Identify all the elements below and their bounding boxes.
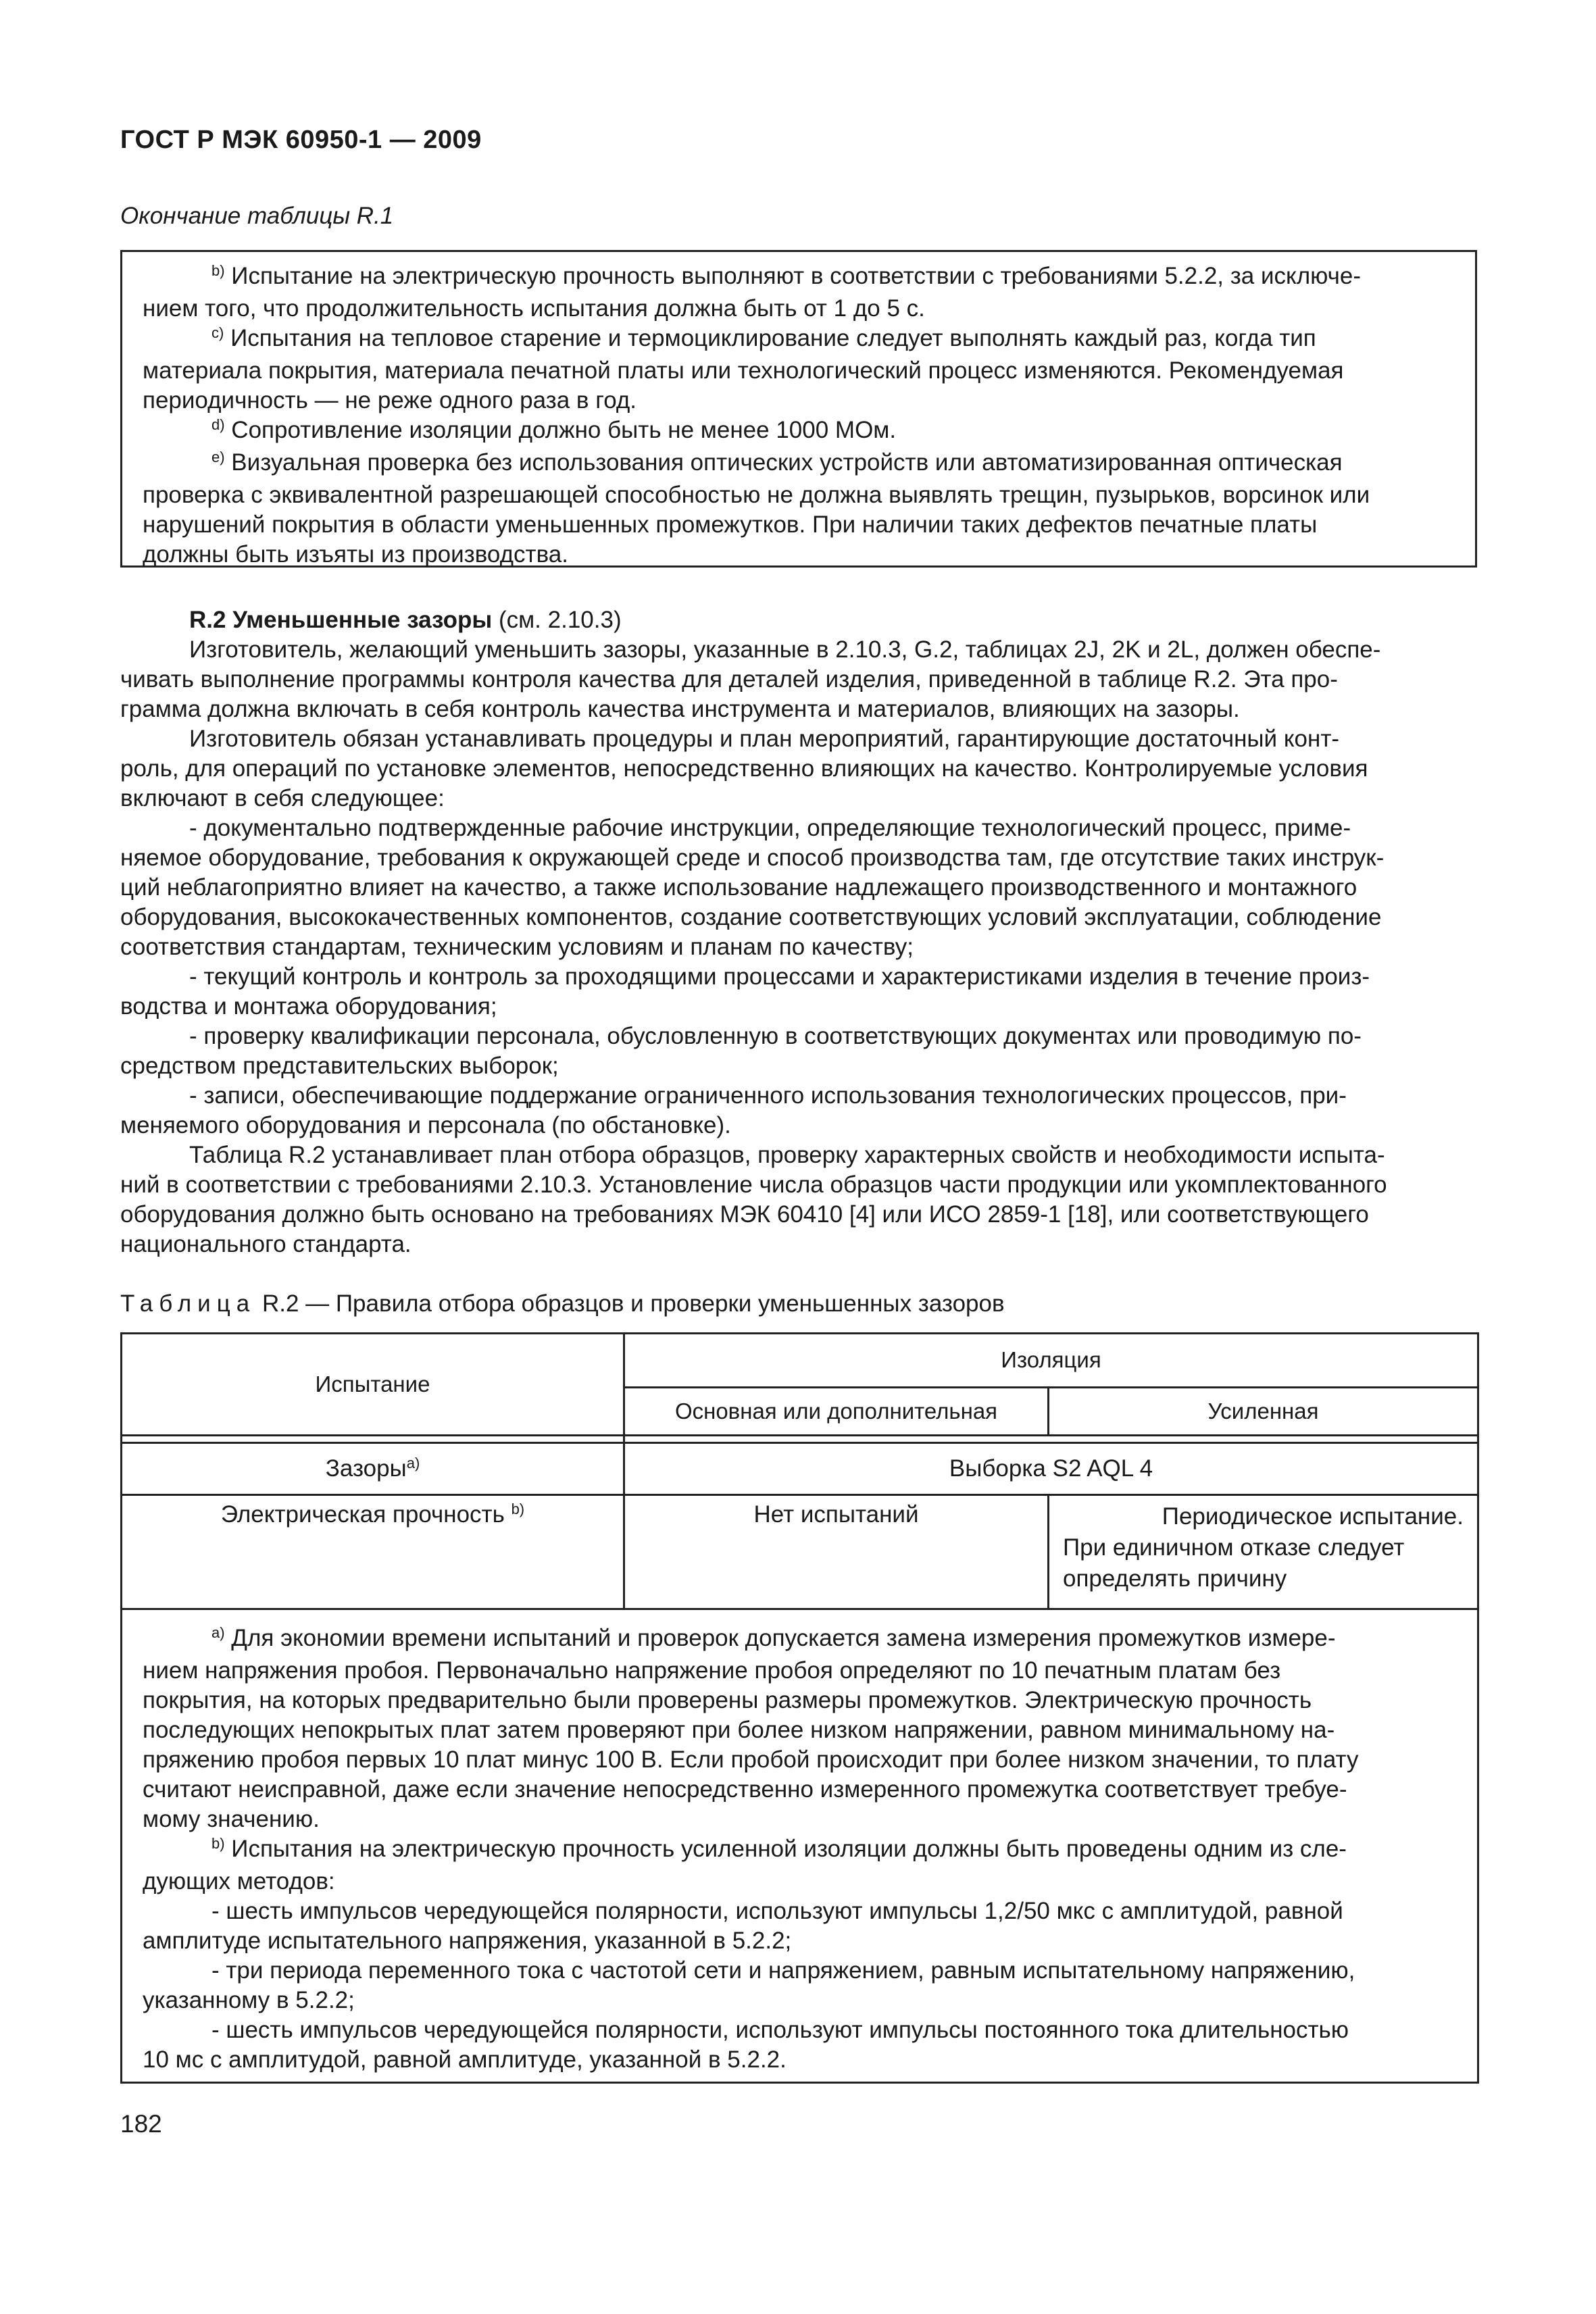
page-header-standard-code: ГОСТ Р МЭК 60950-1 — 2009: [120, 126, 482, 154]
header-reinforced: Усиленная: [1049, 1387, 1478, 1435]
header-insulation: Изоляция: [624, 1334, 1478, 1388]
section-r2: [120, 605, 1477, 1259]
table-row: [122, 1495, 1478, 1609]
table-separator: [122, 1436, 1478, 1443]
table-continuation-label: Окончание таблицы R.1: [120, 203, 394, 229]
paragraph-line: ний в соответствии с требованиями 2.10.3. Установление числа образцов части продукции или укомплектованного: [120, 1172, 1387, 1198]
footnote-marker: c): [211, 324, 224, 341]
footnote-line: покрытия, на которых предварительно были проверены размеры промежутков. Электрическую прочность: [143, 1687, 1312, 1713]
table-r2-caption: Таблица R.2 — Правила отбора образцов и проверки уменьшенных зазоров: [120, 1290, 1005, 1317]
paragraph-line: национального стандарта.: [120, 1231, 412, 1257]
note-line: $^{e)}$ Визуальная проверка без использования оптических устройств или автоматизированная оптическая: [211, 449, 1343, 476]
footnote-line: - шесть импульсов чередующейся полярности, используют импульсы 1,2/50 мкс с амплитудой, равной: [211, 1898, 1343, 1924]
cell-sample-merged: Выборка S2 AQL 4: [624, 1443, 1478, 1495]
footnote-line: $^{b)}$ Испытания на электрическую прочность усиленной изоляции должны быть проведены одним из сле-: [211, 1835, 1347, 1862]
paragraph-line: водства и монтажа оборудования;: [120, 993, 497, 1020]
paragraph-line: Таблица R.2 устанавливает план отбора образцов, проверку характерных свойств и необходимости испыта-: [189, 1142, 1385, 1168]
paragraph-line: грамма должна включать в себя контроль качества инструмента и материалов, влияющих на зазоры.: [120, 696, 1240, 722]
paragraph-line: включают в себя следующее:: [120, 785, 445, 811]
footnote-line: 10 мс с амплитудой, равной амплитуде, указанной в 5.2.2.: [143, 2046, 787, 2073]
table-r2: [120, 1332, 1479, 2084]
paragraph-line: няемое оборудование, требования к окружающей среде и способ производства там, где отсутствие таких инструк-: [120, 845, 1385, 871]
footnote-marker: b): [211, 262, 225, 279]
footnote-line: указанному в 5.2.2;: [143, 1987, 355, 2013]
note-line: материала покрытия, материала печатной платы или технологический процесс изменяются. Рекомендуемая: [143, 357, 1344, 384]
cell-test-clearances: Зазоры$^{a)}$: [122, 1443, 624, 1495]
cell-basic-value: Нет испытаний: [624, 1495, 1049, 1609]
paragraph-line: меняемого оборудования и персонала (по обстановке).: [120, 1112, 731, 1138]
paragraph-line: Изготовитель обязан устанавливать процедуры и план мероприятий, гарантирующие достаточный конт-: [189, 726, 1340, 752]
footnote-line: амплитуде испытательного напряжения, указанной в 5.2.2;: [143, 1928, 792, 1954]
paragraph-line: чивать выполнение программы контроля качества для деталей изделия, приведенной в таблице R.2. Эта про-: [120, 666, 1338, 693]
footnote-line: мому значению.: [143, 1806, 320, 1832]
note-line: периодичность — не реже одного раза в год.: [143, 387, 637, 413]
table-header-row: [122, 1334, 1478, 1388]
footnote-line: дующих методов:: [143, 1868, 335, 1894]
page-number: 182: [120, 2110, 162, 2138]
note-line: $^{c)}$ Испытания на тепловое старение и термоциклирование следует выполнять каждый раз, когда тип: [211, 324, 1316, 351]
paragraph-line: оборудования должно быть основано на требованиях МЭК 60410 [4] или ИСО 2859-1 [18], или соответствующего: [120, 1201, 1369, 1228]
paragraph-line: роль, для операций по установке элементов, непосредственно влияющих на качество. Контролируемые условия: [120, 755, 1368, 782]
paragraph-line: Изготовитель, желающий уменьшить зазоры, указанные в 2.10.3, G.2, таблицах 2J, 2K и 2L, должен обеспе-: [189, 636, 1381, 663]
footnote-line: пряжению пробоя первых 10 плат минус 100 В. Если пробой происходит при более низком значении, то плату: [143, 1746, 1359, 1773]
table-footnotes: [122, 1609, 1478, 2083]
note-line: $^{d)}$ Сопротивление изоляции должно быть не менее 1000 МОм.: [211, 416, 897, 443]
footnote-line: последующих непокрытых плат затем проверяют при более низком напряжении, равном минимальному на-: [143, 1717, 1335, 1743]
cell-reinforced-value: Периодическое испытание. При единичном отказе следует определять причину: [1049, 1495, 1478, 1609]
paragraph-line: средством представительских выборок;: [120, 1053, 559, 1079]
footnote-line: - три периода переменного тока с частотой сети и напряжением, равным испытательному напряжению,: [211, 1957, 1355, 1984]
table-row: [122, 1443, 1478, 1495]
paragraph-line: ций неблагоприятно влияет на качество, а также использование надлежащего производственного и монтажного: [120, 874, 1357, 901]
footnote-line: считают неисправной, даже если значение непосредственно измеренного промежутка соответствует требуе-: [143, 1776, 1347, 1803]
note-line: должны быть изъяты из производства.: [143, 541, 568, 568]
header-test: Испытание: [122, 1334, 624, 1436]
paragraph-line: - проверку квалификации персонала, обусловленную в соответствующих документах или проводимую по-: [189, 1023, 1362, 1049]
paragraph-line: - документально подтвержденные рабочие инструкции, определяющие технологический процесс, приме-: [189, 815, 1351, 841]
paragraph-line: соответствия стандартам, техническим условиям и планам по качеству;: [120, 934, 914, 960]
footnote-line: - шесть импульсов чередующейся полярности, используют импульсы постоянного тока длительностью: [211, 2017, 1349, 2043]
footnote-marker: d): [211, 416, 225, 433]
table-r1-notes-box: [120, 250, 1477, 568]
footnote-marker: a): [211, 1624, 225, 1641]
note-line: нием того, что продолжительность испытания должна быть от 1 до 5 с.: [143, 295, 925, 322]
paragraph-line: оборудования, высококачественных компонентов, создание соответствующих условий эксплуатации, соблюдение: [120, 904, 1382, 930]
table-footnotes-row: [122, 1609, 1478, 2083]
footnote-line: нием напряжения пробоя. Первоначально напряжение пробоя определяют по 10 печатным платам без: [143, 1657, 1281, 1684]
header-basic: Основная или дополнительная: [624, 1387, 1049, 1435]
paragraph-line: - записи, обеспечивающие поддержание ограниченного использования технологических процессов, при-: [189, 1082, 1347, 1109]
note-line: $^{b)}$ Испытание на электрическую прочность выполняют в соответствии с требованиями 5.2.2, за исключе-: [211, 262, 1362, 289]
note-line: проверка с эквивалентной разрешающей способностью не должна выявлять трещин, пузырьков, ворсинок или: [143, 482, 1370, 508]
footnote-marker: e): [211, 449, 225, 466]
cell-test-electric-strength: Электрическая прочность $^{b)}$: [122, 1495, 624, 1609]
paragraph-line: - текущий контроль и контроль за проходящими процессами и характеристиками изделия в течение произ-: [189, 963, 1370, 990]
footnote-line: $^{a)}$ Для экономии времени испытаний и проверок допускается замена измерения промежутков измере-: [211, 1624, 1336, 1651]
note-line: нарушений покрытия в области уменьшенных промежутков. При наличии таких дефектов печатные платы: [143, 511, 1318, 538]
section-heading: R.2 Уменьшенные зазоры (см. 2.10.3): [189, 607, 622, 633]
footnote-marker: b): [211, 1835, 225, 1852]
